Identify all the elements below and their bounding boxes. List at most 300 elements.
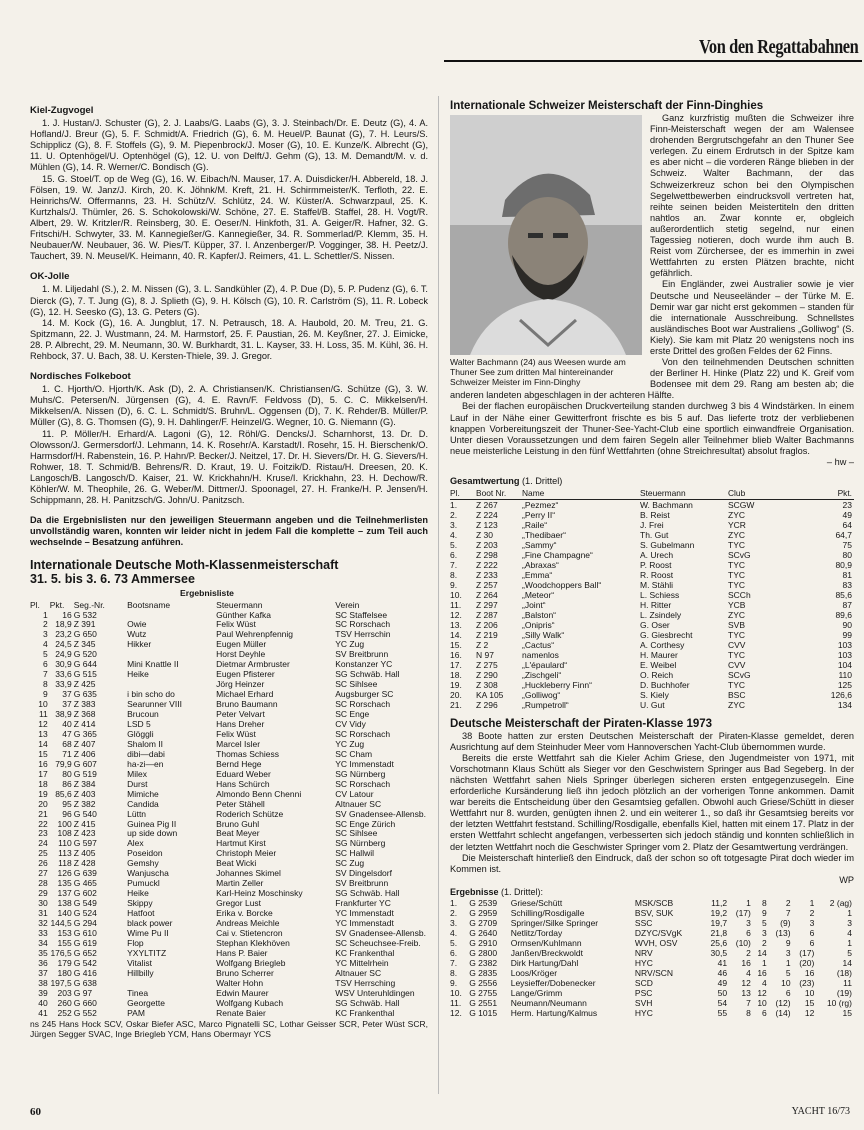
table-cell: Mimiche (127, 788, 159, 799)
table-cell: 100 (57, 818, 72, 829)
table-cell: 86 (62, 778, 72, 789)
table-cell: Griese/Schütt (510, 898, 563, 908)
table-cell: Georgette (127, 997, 165, 1008)
table-cell: 7 (785, 908, 791, 918)
table-cell: HYC (634, 1008, 653, 1018)
table-cell: G 2800 (469, 948, 498, 958)
table-cell: 12. (450, 1008, 462, 1018)
table-cell: 155 (57, 937, 72, 948)
table-row (450, 938, 854, 948)
table-cell: 6 (762, 1008, 767, 1018)
table-cell: 2 (762, 938, 767, 948)
table-cell: Z 206 (476, 619, 498, 630)
table-cell: YXYLTITZ (127, 947, 167, 958)
table-cell: Frankfurter YC (335, 898, 391, 909)
table-cell: G 2959 (469, 908, 498, 918)
table-cell: G 540 (73, 808, 97, 819)
table-cell: Edwin Maurer (216, 987, 269, 998)
table-cell: G 639 (73, 868, 97, 879)
article-paragraph: Von den teilnehmenden Deutschen schnitten der Berliner H. Hinke (Platz 22) und K. Greif vom Bodensee mit dem 29. Rang am besten ab; die anderen landeten abgeschlagen in der achteren Hälfte. (450, 357, 854, 401)
table-cell: „Fine Champagne“ (522, 549, 593, 560)
table-cell: 4 (43, 639, 48, 650)
table-row (450, 600, 854, 610)
table-cell: 96 (62, 808, 72, 819)
table-cell: Z 384 (73, 778, 96, 789)
table-cell: Skippy (127, 898, 153, 909)
table-cell: Johannes Skimel (216, 868, 281, 879)
table-cell: „Silly Walk“ (522, 629, 565, 640)
article-paragraph: Ein Engländer, zwei Australier sowie je vier Deutsche und Neuseeländer – der Türke M. E. Demir war gar nicht erst gekommen – standen für die internationale Ausschreibung. Schnellstes ausländisches Boot war Australiens „Golliwog“ (S. Kiely). Sie kam mit Platz 20 wenigstens noch ins erste Drittel des großen Feldes der 62 Finns. (650, 279, 854, 356)
table-cell: Netlitz/Torday (510, 928, 563, 938)
table-cell: Owie (127, 619, 147, 630)
table-row (450, 928, 854, 938)
table-cell: 9. (450, 579, 458, 590)
table-cell: W. Bachmann (640, 499, 693, 510)
table-cell: 4. (450, 529, 458, 540)
table-cell: 31 (38, 908, 48, 919)
table-cell: 80,9 (835, 559, 852, 570)
table-cell: Z 2 (476, 639, 489, 650)
table-cell: Pumuckl (127, 878, 160, 889)
table-cell: Z 257 (476, 579, 498, 590)
table-cell: Roderich Schütze (216, 808, 284, 819)
table-cell: SC Rorschach (335, 619, 391, 630)
table-row (450, 948, 854, 958)
table-cell: G 660 (73, 997, 97, 1008)
table-cell: 6 (809, 928, 815, 938)
table-cell: Vitalist (127, 957, 153, 968)
table-cell: R. Roost (640, 569, 674, 580)
table-row (450, 998, 854, 1008)
right-column (450, 100, 854, 1018)
table-cell: Marcel Isler (216, 738, 261, 749)
table-cell: 9 (762, 908, 767, 918)
table-cell: 24,9 (55, 649, 72, 660)
table-cell: Dirk Hartung/Dahl (510, 958, 579, 968)
table-cell: G 619 (73, 937, 97, 948)
table-cell: 2 (809, 908, 815, 918)
table-cell: G 610 (73, 928, 97, 939)
table-cell: 3 (43, 629, 48, 640)
table-cell: 13 (741, 988, 751, 998)
table-cell: 37 (38, 967, 48, 978)
table-cell: 7. (450, 559, 458, 570)
table-cell: Z 287 (476, 609, 498, 620)
table-cell: Hans Schürch (216, 778, 270, 789)
table-cell: Z 414 (73, 719, 96, 729)
table-row (450, 550, 854, 560)
table-row (450, 650, 854, 660)
table-cell: 103 (837, 639, 852, 650)
column-divider (438, 96, 439, 1094)
table-row (450, 1008, 854, 1018)
table-cell: Augsburger SC (335, 689, 394, 700)
table-cell: 2 (43, 619, 48, 630)
table-cell: 1. (450, 499, 458, 510)
folkeboot-section (30, 371, 428, 506)
table-cell: 153 (57, 928, 72, 939)
table-cell: 14. (450, 629, 462, 640)
table-cell: 15 (804, 998, 815, 1008)
table-cell: Shalom II (127, 738, 164, 749)
table-cell: 23 (38, 828, 48, 839)
result-paragraph: 1. J. Hustan/J. Schuster (G), 2. J. Laabs/G. Laabs (G), 3. J. Steinbach/Dr. E. Deutz (G), 4. A. Hofland/J. Breur (G), 5. F. Schmidt/A. Friedrich (G), 6. M. Heuel/P. Baunat (G), 7. H. Leurs/S. Schipplicz (G), 8. F. Stoffels (G), 9. M. Piepenbrock/J. Moser (G), 10. E. Kunze/K. Albrecht (G), 11. U. Optenhögel/U. Optenhögel (G), 12. U. von Delft/J. Gehm (G), 13. M. Demandt/M. v. d. Mühlen (G), 14. R. Werner/C. Bondisch (G). (30, 118, 428, 173)
table-cell: Schilling/Rosdigalle (510, 908, 585, 918)
table-cell: 12 (38, 719, 48, 729)
table-cell: TSV Herrsching (335, 977, 396, 988)
table-cell: 27 (38, 868, 48, 879)
moth-title: Internationale Deutsche Moth-Klassenmeisterschaft (30, 558, 339, 573)
table-cell: TSV Herrschin (335, 629, 391, 640)
table-cell: KA 105 (476, 689, 504, 700)
photo-caption: Walter Bachmann (24) aus Weesen wurde am Thuner See zum dritten Mal hintereinander Schweizer Meister im Finn-Dinghy (450, 357, 626, 388)
table-cell: SCD (634, 978, 653, 988)
col-header: Seg.-Nr. (73, 599, 105, 610)
table-cell: 14 (757, 948, 767, 958)
table-cell: 2. (450, 908, 458, 918)
sailor-portrait-photo (450, 115, 642, 355)
author-signature: WP (839, 874, 854, 885)
table-cell: SC Rorschach (335, 728, 391, 739)
table-cell: 47 (62, 728, 72, 739)
table-cell: Almondo Benn Chenni (216, 788, 302, 799)
table-cell: 20. (450, 689, 462, 700)
table-cell: 3 (847, 918, 852, 928)
table-cell: SC Staffelsee (335, 609, 388, 620)
table-cell: 5 (847, 948, 852, 958)
table-cell: 2. (450, 509, 458, 520)
table-cell: (10) (735, 938, 751, 948)
table-cell: HYC (634, 958, 653, 968)
table-cell: 138 (57, 898, 72, 909)
table-cell: (20) (799, 958, 815, 968)
table-cell: Poseidon (127, 848, 163, 859)
table-cell: 38,9 (55, 709, 72, 720)
table-cell: 83 (842, 579, 852, 590)
table-cell: Z 296 (476, 699, 498, 710)
table-cell: 68 (62, 738, 72, 749)
table-cell: 17. (450, 659, 462, 670)
table-cell: Dietmar Armbruster (216, 659, 290, 670)
moth-footnote: ns 245 Hans Hock SCV, Oskar Biefer ASC, Marco Pignatelli SC, Lothar Geisser SCR, Peter Wüst SCR, Jürgen Segger SVAC, Inge Briegleb YCM, Hans Obermayr YCS (30, 1018, 428, 1039)
table-cell: 24,5 (55, 639, 72, 650)
table-cell: 10 (38, 699, 48, 710)
table-cell: Hartmut Kirst (216, 838, 266, 849)
table-cell: J. Frei (640, 519, 664, 530)
table-row (450, 700, 854, 710)
kiel-zugvogel-section (30, 105, 428, 262)
table-cell: 118 (58, 858, 72, 869)
table-cell: i bin scho do (127, 689, 175, 700)
table-cell: 9. (450, 978, 458, 988)
table-cell: 16 (62, 609, 72, 620)
table-cell: 23 (842, 499, 852, 510)
table-cell: 3 (746, 918, 751, 928)
table-cell: BSV, SUK (634, 908, 674, 918)
table-cell: YC Mittelrhein (335, 957, 389, 968)
table-cell: D. Buchhofer (640, 679, 690, 690)
table-cell: „Zischgeli“ (522, 669, 562, 680)
col-header: Bootsname (127, 599, 171, 610)
table-cell: 85,6 (835, 589, 852, 600)
table-cell: 6 (809, 938, 815, 948)
moth-table-body (30, 611, 428, 1019)
table-cell: SC Rorschach (335, 778, 391, 789)
col-header: Club (728, 489, 790, 499)
table-cell: Paul Wehrenpfennig (216, 629, 294, 640)
table-cell: A. Urech (640, 549, 674, 560)
table-cell: 125 (837, 679, 852, 690)
table-cell: 18,9 (55, 619, 72, 630)
table-cell: Bruno Baumann (216, 699, 278, 710)
table-cell: 6 (43, 659, 48, 670)
table-cell: L. Zsindely (640, 609, 682, 620)
table-cell: G 2910 (469, 938, 498, 948)
table-cell: Stephan Klekhöven (216, 937, 290, 948)
table-cell: Tinea (127, 987, 149, 998)
table-cell: Lüttn (127, 808, 147, 819)
table-cell: Bruno Scherrer (216, 967, 274, 978)
left-column (30, 105, 428, 1039)
table-cell: Wime Pu II (127, 928, 169, 939)
table-cell: H. Ritter (640, 599, 672, 610)
table-cell: SV Breitbrunn (335, 878, 389, 889)
article-paragraph: Bereits die erste Wettfahrt sah die Kieler Achim Griese, den Jugendmeister von 1971, mit Vorschotmann Klaus Schütt als Sieger vor den Geschwistern Springer aus Bad Segeberg. In der nächsten Wettfahrt sahen Niels Springer überlegen sicheren ersten entgegenzusegeln. Eine erforderliche Kursänderung ließ ihn jedoch plötzlich an der vorherigen Tonne ankommen. Damit war bereits die Entscheidung über den Gesamtsieg gefallen. Obwohl auch Griese/Schütt in dieser Wettfahrt nur 8. wurden, genügten ihnen 2. und ein weiterer 1., so daß ihr Gesamtsieg bereits vor der letzten Wettfahrt feststand. Schilling/Rosdigalle, ebenfalls Kiel, hatten mit einem 17. Platz in der ersten Wettfahrt schlecht angefangen, verbesserten sich jedoch ständig und konnten schließlich in der letzten Wettfahrt noch die Geschwister Springer vom 2. Platz der Gesamtwertung verdrängen. (450, 752, 854, 852)
table-cell: „Woodchoppers Ball“ (522, 579, 602, 590)
col-header: Verein (335, 599, 360, 610)
table-cell: Beat Meyer (216, 828, 260, 839)
table-cell: YC Zug (335, 738, 365, 749)
table-cell: G 2539 (469, 898, 498, 908)
table-cell: Loos/Kröger (510, 968, 558, 978)
col-header: Name (522, 489, 640, 499)
table-cell: Hillbilly (127, 967, 154, 978)
table-cell: Bernd Hege (216, 758, 262, 769)
table-cell: Wutz (127, 629, 147, 640)
table-cell: 10 (rg) (826, 998, 852, 1008)
result-paragraph: 14. M. Kock (G), 16. A. Jungblut, 17. N. Petrausch, 18. A. Haubold, 20. M. Treu, 21. G. Spitzmann, 22. J. Wustmann, 24. M. Harmstorf, 25. F. Paustian, 26. M. Keyßner, 27. J. Eimicke, 28. P. Albrecht, 29. M. Neumann, 30. W. Burkhardt, 31. L. Kayser, 33. H. Loss, 35. M. Kühl, 36. H. Rehbock, 37. U. Bach, 38. U. Kersten-Thiele, 39. J. Gregor. (30, 317, 428, 361)
table-cell: 17 (38, 768, 48, 779)
table-cell: 21,8 (710, 928, 728, 938)
table-cell: Karl-Heinz Moschinsky (216, 888, 303, 899)
table-cell: G 2556 (469, 978, 498, 988)
table-cell: 46 (717, 968, 728, 978)
table-cell: 1 (847, 908, 852, 918)
table-cell: 6. (450, 549, 458, 560)
moth-date-venue: 31. 5. bis 3. 6. 73 Ammersee (30, 572, 195, 587)
table-cell: Bruno Guhl (216, 818, 260, 829)
table-cell: 19,2 (710, 908, 728, 918)
table-cell: 15. (450, 639, 462, 650)
table-cell: N 97 (476, 649, 494, 660)
table-cell: 3 (762, 928, 767, 938)
table-cell: SCGW (728, 499, 755, 510)
table-cell: Z 383 (73, 699, 96, 710)
table-cell: 113 (58, 848, 72, 859)
table-cell: L. Schiess (640, 589, 680, 600)
article-paragraph: Bei der flachen europäischen Druckverteilung standen durchweg 3 bis 4 Windstärken. In einem Lauf in der Nähe einer Gewitterfront frischte es bis 5 auf. Das lieferte trotz der verbliebenen knappen Vorbereitungszeit der Thuner-See-Yacht-Club eine sportlich einwandfreie Organisation. Unter diesen Voraussetzungen und dem fairen Segeln aller Teilnehmer blieb Walter Bachmanns neue meisterliche Leistung in den fünf Wettfahrten (ohne Streichresultat) absolut fraglos. (450, 401, 854, 456)
table-cell: 108 (57, 828, 72, 839)
table-cell: TYC (728, 539, 745, 550)
table-cell: 135 (57, 878, 72, 889)
table-cell: 8 (762, 898, 767, 908)
table-cell: (14) (775, 1008, 791, 1018)
table-cell: 64,7 (835, 529, 852, 540)
table-cell: 11,2 (711, 898, 728, 908)
piraten-results-body (450, 898, 854, 1018)
table-cell: Z 290 (476, 669, 498, 680)
table-cell: Eugen Müller (216, 639, 267, 650)
table-cell: G 520 (73, 649, 97, 660)
table-cell: Ormsen/Kuhlmann (510, 938, 582, 948)
table-cell: G 2640 (469, 928, 498, 938)
table-cell: 6 (785, 988, 791, 998)
table-cell: 14 (842, 958, 852, 968)
table-cell: Z 298 (476, 549, 498, 560)
table-cell: A. Corthesy (640, 639, 685, 650)
table-cell: TYC (728, 649, 745, 660)
table-cell: 18 (38, 778, 48, 789)
table-cell: „Rumpetroll“ (522, 699, 569, 710)
table-cell: (17) (799, 948, 815, 958)
table-cell: ZYC (728, 509, 745, 520)
table-cell: Z 423 (73, 828, 96, 839)
table-cell: 8 (43, 679, 48, 690)
table-cell: 9 (43, 689, 48, 700)
table-cell: 3 (785, 948, 791, 958)
col-header: Steuermann (640, 489, 728, 499)
table-cell: 5. (450, 539, 458, 550)
table-cell: 33,6 (55, 669, 72, 680)
piraten-title: Deutsche Meisterschaft der Piraten-Klasse 1973 (450, 717, 713, 730)
table-cell: TYC (728, 579, 745, 590)
table-cell: SC Enge (335, 709, 370, 720)
table-cell: 12. (450, 609, 462, 620)
table-cell: 5 (762, 918, 767, 928)
table-cell: YC Immenstadt (335, 918, 394, 929)
table-cell: 16 (757, 968, 767, 978)
table-cell: Z 30 (476, 529, 494, 540)
table-cell: „Abraxas“ (522, 559, 559, 570)
table-cell: G 552 (73, 1007, 97, 1018)
piraten-results-heading: Ergebnisse (1. Drittel): (450, 886, 544, 897)
table-cell: G 602 (73, 888, 97, 899)
result-paragraph: 15. G. Stoel/T. op de Weg (G), 16. W. Eibach/N. Mauser, 17. A. Duisdicker/H. Abbereld, 18. J. Fölsen, 19. W. Janz/J. Kirch, 20. K. Jöhnk/M. Kreft, 21. H. Schirmmeister/K. Terfloth, 22. E. Heinrichs/W. Offermanns, 23. H. Schütz/V. Schlütz, 24. W. Küster/A. Schwarzpaul, 25. K. Kurtzhals/J. Thümler, 26. S. Schokolowski/W. Schöne, 27. E. Staffel/B. Staffel, 28. H. Vogt/R. Albert, 29. W. Kritzler/R. Reinsberg, 30. E. Oeser/N. Hinkfoth, 31. A. Geiger/R. Hafner, 32. G. Fritschi/H. Schwyter, 33. M. Kannegießer/G. Kannegießer, 34. R. Sommerlad/P. Klemm, 35. H. Neubauer/W. Neubauer, 36. W. Pies/T. Küpper, 37. I. Anzenberger/P. Vogginger, 38. H. Peetz/J. Tauchert, 39. N. Meusel/K. Heimann, 40. R. Kapfer/J. Reimers, 41. L. Schettler/S. Nissen. (30, 173, 428, 262)
table-cell: „Thedibaer“ (522, 529, 566, 540)
table-cell: SCvG (728, 669, 751, 680)
table-cell: 25,6 (710, 938, 728, 948)
table-cell: 4. (450, 928, 458, 938)
table-cell: 15 (842, 1008, 852, 1018)
table-cell: G 97 (73, 987, 93, 998)
table-cell: G 294 (73, 918, 97, 929)
table-cell: 13 (38, 728, 48, 739)
table-cell: P. Roost (640, 559, 672, 570)
table-cell: (12) (775, 998, 791, 1008)
table-row (450, 908, 854, 918)
section-heading: OK-Jolle (30, 271, 70, 283)
table-row (450, 690, 854, 700)
table-cell: 197,5 (50, 977, 72, 988)
finn-title: Internationale Schweizer Meisterschaft der Finn-Dinghies (450, 100, 764, 112)
table-cell: G 635 (73, 689, 97, 700)
table-cell: CV Latour (335, 788, 374, 799)
table-cell: Neumann/Neumann (510, 998, 587, 1008)
table-cell: WSV Unteruhldingen (335, 987, 415, 998)
table-cell: Jörg Heinzer (216, 679, 265, 690)
table-cell: G 532 (73, 609, 97, 620)
table-cell: G 549 (73, 898, 97, 909)
table-cell: 16 (741, 958, 751, 968)
table-cell: KC Frankenthal (335, 947, 395, 958)
table-cell: „Joint“ (522, 599, 546, 610)
table-cell: 3 (809, 918, 815, 928)
table-cell: G 2755 (469, 988, 498, 998)
table-cell: 12 (757, 988, 767, 998)
table-cell: SC Cham (335, 748, 373, 759)
table-cell: Z 233 (476, 569, 498, 580)
table-cell: SC Zug (335, 858, 365, 869)
table-cell: „L'épaulard“ (522, 659, 568, 670)
table-cell: „Emma“ (522, 569, 553, 580)
table-cell: 8 (746, 1008, 751, 1018)
table-cell: Z 368 (73, 709, 96, 720)
table-cell: Janßen/Breckwoldt (510, 948, 584, 958)
table-cell: 5 (43, 649, 48, 660)
table-cell: 36 (38, 957, 48, 968)
table-cell: 25 (38, 848, 48, 859)
table-cell: 34 (38, 937, 48, 948)
table-cell: (18) (836, 968, 852, 978)
table-cell: Wolfgang Kubach (216, 997, 284, 1008)
table-cell: SV Gnadensee-Allensb. (335, 808, 426, 819)
table-cell: SC Scheuchsee-Freib. (335, 937, 421, 948)
table-cell: SG Nürnberg (335, 768, 386, 779)
table-cell: G 515 (73, 669, 97, 680)
table-cell: Christoph Meier (216, 848, 277, 859)
table-cell: H. Maurer (640, 649, 678, 660)
table-cell: SCCh (728, 589, 751, 600)
table-cell: 80 (62, 768, 72, 779)
table-cell: Alex (127, 838, 144, 849)
table-cell: BSC (728, 689, 746, 700)
piraten-results-table (450, 898, 854, 1018)
table-cell: 85,6 (55, 788, 72, 799)
table-cell: Z 224 (476, 509, 498, 520)
table-cell: Flop (127, 937, 144, 948)
table-cell: SG Nürnberg (335, 838, 386, 849)
table-cell: Milex (127, 768, 147, 779)
table-cell: CV Vidy (335, 719, 366, 729)
table-cell: „Meteor“ (522, 589, 555, 600)
table-cell: 110 (838, 669, 852, 680)
table-cell: Cai v. Stietencron (216, 928, 283, 939)
table-cell: 29 (38, 888, 48, 899)
table-cell: 71 (62, 748, 72, 759)
table-cell: G 2382 (469, 958, 498, 968)
table-cell: 19 (38, 788, 48, 799)
table-cell: PSC (634, 988, 653, 998)
table-cell: YC Immenstadt (335, 758, 394, 769)
table-cell: Hatfoot (127, 908, 155, 919)
table-cell: Z 415 (73, 818, 96, 829)
table-cell: 40 (62, 719, 72, 729)
table-cell: 176,5 (50, 947, 72, 958)
table-row (450, 560, 854, 570)
table-cell: Z 406 (73, 748, 96, 759)
table-cell: G 638 (73, 977, 97, 988)
table-row (450, 540, 854, 550)
